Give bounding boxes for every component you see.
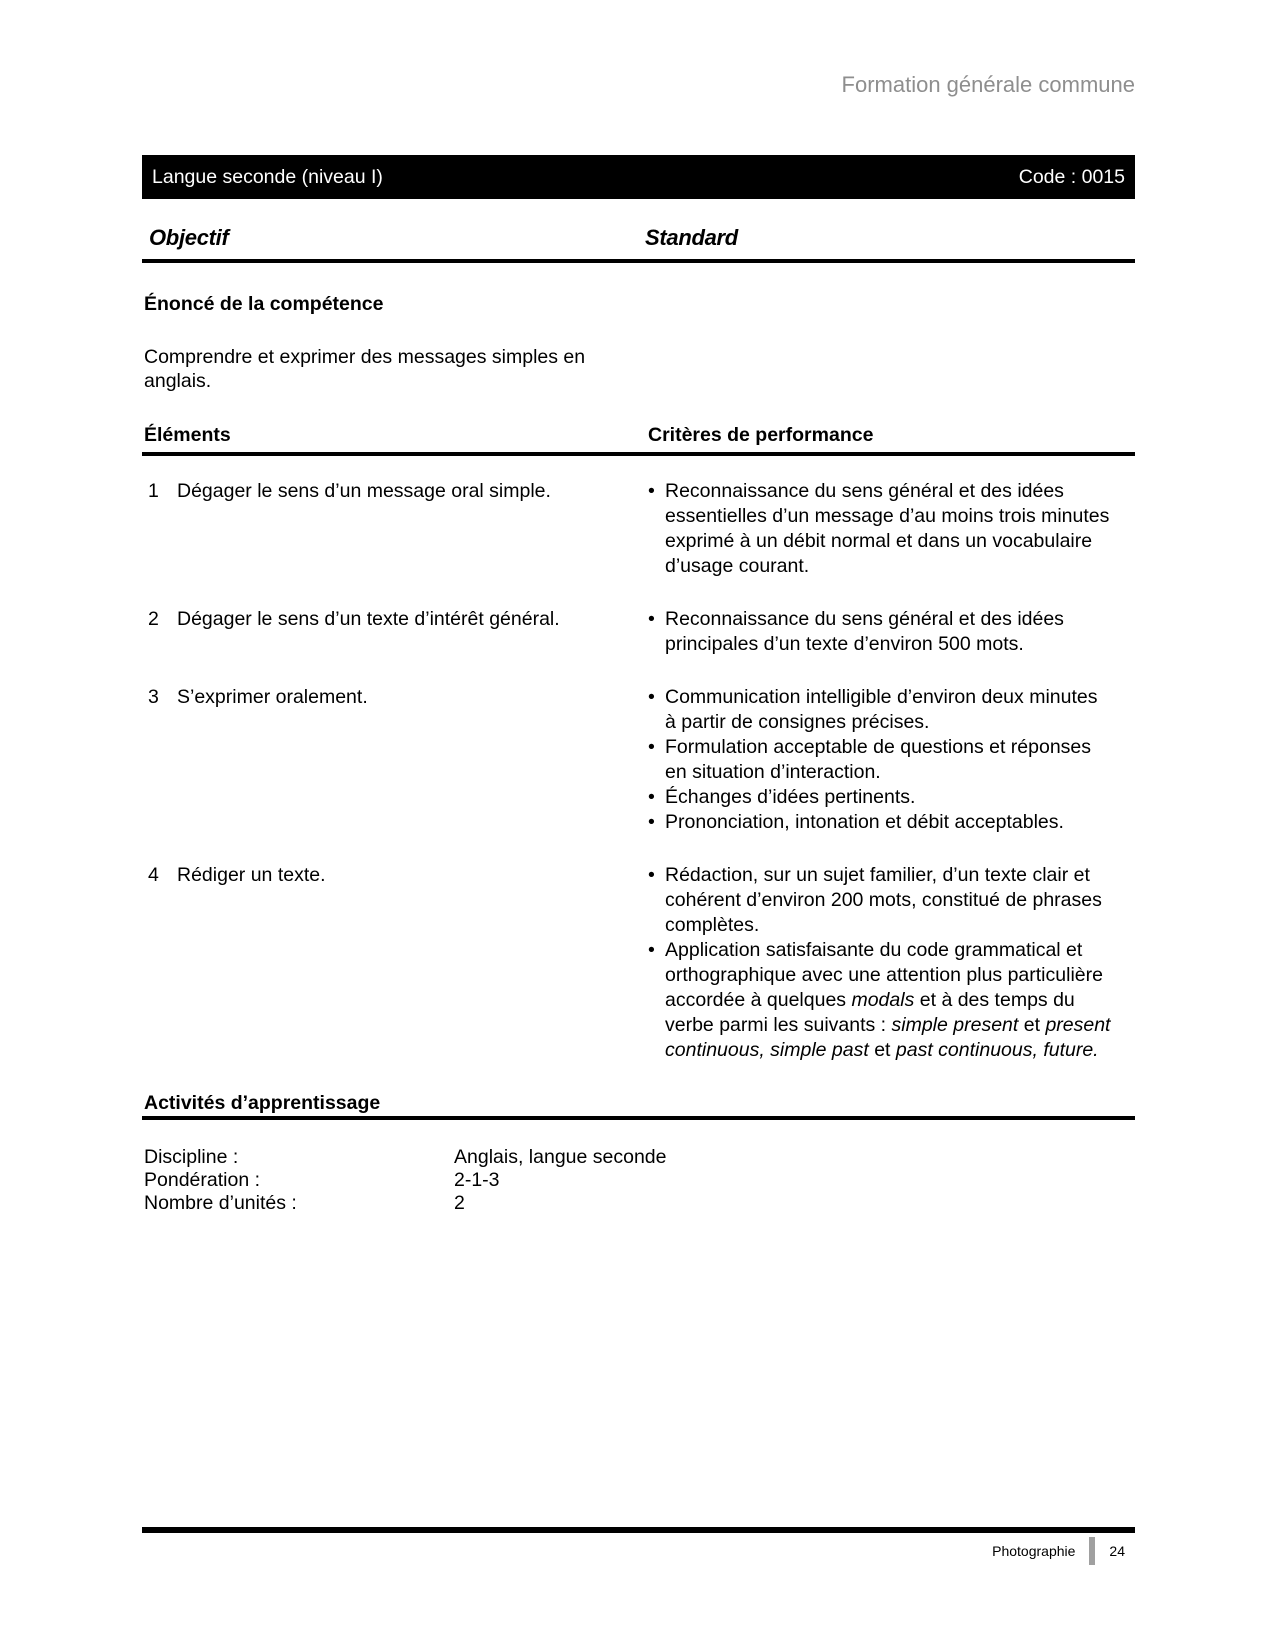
table-row: [142, 685, 1135, 835]
activities-fields: [142, 1146, 1135, 1215]
bullet-icon: •: [648, 939, 655, 961]
footer-label: Photographie: [992, 1543, 1076, 1559]
bullet-icon: •: [648, 686, 655, 708]
footer-separator-bar: [1089, 1537, 1095, 1565]
field-row: [144, 1146, 1135, 1169]
criteria-item: [645, 938, 1111, 1063]
criteria-text: Prononciation, intonation et débit acceptables.: [665, 811, 1064, 833]
table-row: [142, 479, 1135, 579]
elements-table: [142, 456, 1135, 1063]
standard-heading: Standard: [645, 225, 738, 250]
bullet-icon: •: [648, 480, 655, 502]
document-subtitle: Formation générale commune: [841, 72, 1135, 97]
criteres-heading: Critères de performance: [648, 424, 874, 446]
element-cell: [142, 607, 645, 657]
criteria-item: [645, 685, 1111, 735]
field-value: 2: [454, 1192, 465, 1214]
course-code: Code : 0015: [1018, 166, 1125, 188]
element-text: Rédiger un texte.: [177, 864, 326, 886]
table-row: [142, 863, 1135, 1063]
criteria-list: [645, 863, 1111, 1063]
element-number: 3: [148, 686, 159, 708]
competence-heading: Énoncé de la compétence: [144, 293, 384, 315]
criteria-item: [645, 607, 1111, 657]
criteria-item: [645, 810, 1111, 835]
field-label: Nombre d’unités :: [144, 1192, 297, 1214]
criteria-text: Échanges d’idées pertinents.: [665, 786, 916, 808]
course-title-bar: [142, 155, 1135, 199]
divider: [142, 259, 1135, 263]
element-cell: [142, 863, 645, 1063]
criteria-list: [645, 479, 1111, 579]
element-number: 4: [148, 864, 159, 886]
bullet-icon: •: [648, 864, 655, 886]
element-text: Dégager le sens d’un message oral simple.: [177, 480, 551, 502]
element-number: 1: [148, 480, 159, 502]
bullet-icon: •: [648, 736, 655, 758]
section-headers: [142, 225, 1135, 251]
page-footer: [142, 1527, 1135, 1565]
criteria-list: [645, 607, 1111, 657]
field-row: [144, 1192, 1135, 1215]
criteria-text: Communication intelligible d’environ deux minutes à partir de consignes précises.: [665, 686, 1098, 733]
criteria-cell: [645, 607, 1111, 657]
criteria-item: [645, 785, 1111, 810]
criteria-cell: [645, 479, 1111, 579]
field-value: 2-1-3: [454, 1169, 500, 1191]
criteria-item: [645, 863, 1111, 938]
field-label: Pondération :: [144, 1169, 261, 1191]
element-text: Dégager le sens d’un texte d’intérêt général.: [177, 608, 560, 630]
criteria-item: [645, 479, 1111, 579]
footer-divider: [142, 1527, 1135, 1533]
criteria-text: Rédaction, sur un sujet familier, d’un texte clair et cohérent d’environ 200 mots, constitué de phrases complètes.: [665, 864, 1102, 936]
table-column-headers: [142, 423, 1135, 447]
criteria-text: Reconnaissance du sens général et des idées principales d’un texte d’environ 500 mots.: [665, 608, 1064, 655]
page-number: 24: [1109, 1543, 1125, 1559]
divider: [142, 1116, 1135, 1120]
element-text: S’exprimer oralement.: [177, 686, 368, 708]
criteria-item: [645, 735, 1111, 785]
criteria-cell: [645, 685, 1111, 835]
course-title: Langue seconde (niveau I): [152, 166, 383, 188]
element-cell: [142, 685, 645, 835]
element-number: 2: [148, 608, 159, 630]
field-value: Anglais, langue seconde: [454, 1146, 667, 1168]
competence-statement: Comprendre et exprimer des messages simples en anglais.: [144, 346, 586, 392]
criteria-text: Application satisfaisante du code grammatical et orthographique avec une attention plus particulière accordée à quelques modals et à des temps du verbe parmi les suivants : simple present et present continuous, simple past et past continuous, future.: [665, 939, 1111, 1061]
footer-line: [142, 1537, 1135, 1565]
objectif-heading: Objectif: [149, 225, 229, 250]
activities-heading: Activités d’apprentissage: [144, 1092, 381, 1114]
bullet-icon: •: [648, 608, 655, 630]
bullet-icon: •: [648, 811, 655, 833]
criteria-text: Reconnaissance du sens général et des idées essentielles d’un message d’au moins trois minutes exprimé à un débit normal et dans un vocabulaire d’usage courant.: [665, 480, 1110, 577]
criteria-cell: [645, 863, 1111, 1063]
bullet-icon: •: [648, 786, 655, 808]
field-label: Discipline :: [144, 1146, 239, 1168]
field-row: [144, 1169, 1135, 1192]
table-row: [142, 607, 1135, 657]
criteria-list: [645, 685, 1111, 835]
element-cell: [142, 479, 645, 579]
criteria-text: Formulation acceptable de questions et réponses en situation d’interaction.: [665, 736, 1092, 783]
elements-heading: Éléments: [144, 424, 231, 446]
